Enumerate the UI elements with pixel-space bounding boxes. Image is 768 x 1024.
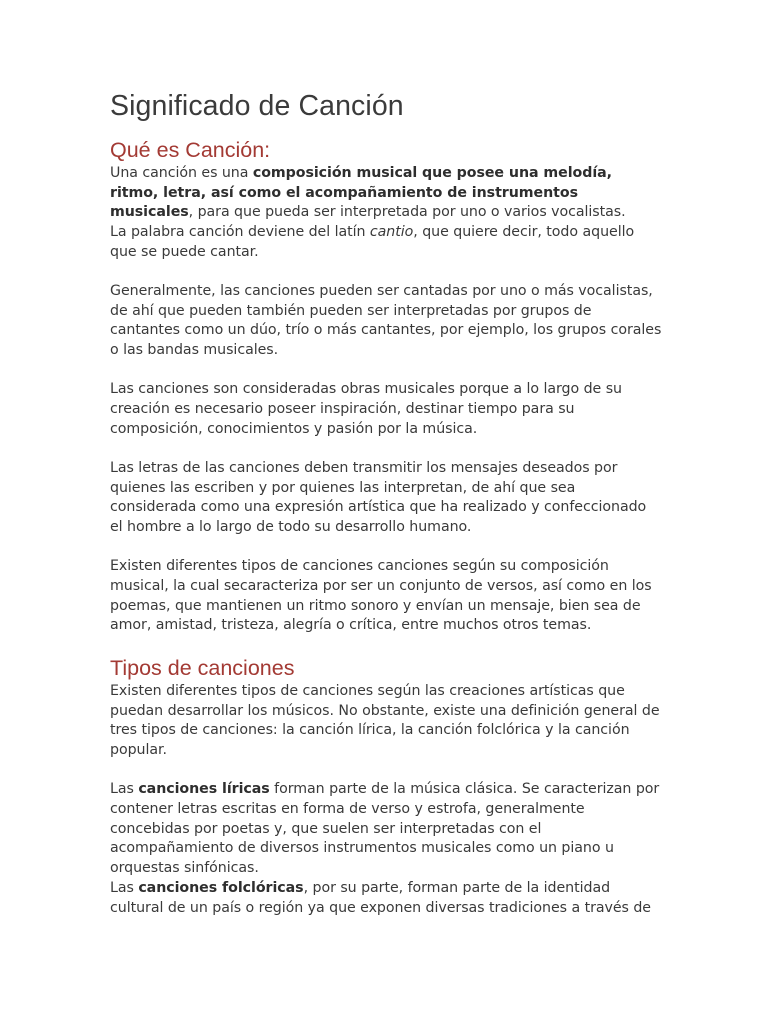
- paragraph-vocalists: Generalmente, las canciones pueden ser cantadas por uno o más vocalistas, de ahí que pueden también pueden ser interpretadas por grupos de cantantes como un dúo, trío o más cantantes, por ejemplo, los grupos corales o las bandas musicales.: [110, 283, 662, 359]
- paragraph-folk-songs: [110, 879, 662, 918]
- paragraph-musical-works: Las canciones son consideradas obras musicales porque a lo largo de su creación es necesario poseer inspiración, destinar tiempo para su composición, conocimientos y pasión por la música.: [110, 381, 622, 437]
- page-title: Significado de Canción: [110, 90, 404, 122]
- text-run: Las: [110, 879, 139, 896]
- document-page: [110, 86, 662, 918]
- section-heading-que-es-cancion: Qué es Canción:: [110, 138, 271, 162]
- text-run: , por su parte, forman parte de la identidad cultural de un país o región ya que exponen diversas tradiciones a través de: [110, 879, 651, 916]
- paragraph-lyrics: Las letras de las canciones deben transmitir los mensajes deseados por quienes las escriben y por quienes las interpretan, de ahí que sea considerada como una expresión artística que ha realizado y confeccionado el hombre a lo largo de todo su desarrollo humano.: [110, 459, 647, 536]
- paragraph-types-intro: Existen diferentes tipos de canciones según las creaciones artísticas que puedan desarrollar los músicos. No obstante, existe una definición general de tres tipos de canciones: la canción lírica, la canción folclórica y la canción popular.: [110, 683, 660, 759]
- text-run: La palabra canción deviene del latín: [110, 224, 370, 241]
- paragraph-lyric-songs: [110, 780, 662, 879]
- paragraph-types-overview: Existen diferentes tipos de canciones canciones según su composición musical, la cual secaracteriza por ser un conjunto de versos, así como en los poemas, que mantienen un ritmo sonoro y envían un mensaje, bien sea de amor, amistad, tristeza, alegría o crítica, entre muchos otros temas.: [110, 558, 652, 634]
- paragraph-spacer: [110, 361, 662, 381]
- paragraph-spacer: [110, 761, 662, 781]
- italic-text: cantio: [369, 224, 414, 241]
- paragraph-spacer: [110, 538, 662, 558]
- text-run: Las: [110, 781, 139, 798]
- text-run: , que quiere decir, todo aquello que se puede cantar.: [110, 224, 635, 260]
- section-heading-tipos-de-canciones: Tipos de canciones: [110, 656, 295, 681]
- paragraph-etymology: [110, 223, 662, 262]
- text-run: Una canción es una: [110, 165, 253, 181]
- text-run: , para que pueda ser interpretada por uno o varios vocalistas.: [188, 204, 626, 221]
- paragraph-definition: [110, 164, 662, 223]
- bold-text: canciones líricas: [138, 781, 270, 798]
- paragraph-spacer: [110, 263, 662, 283]
- text-run: forman parte de la música clásica. Se caracterizan por contener letras escritas en forma de verso y estrofa, generalmente concebidas por poetas y, que suelen ser interpretadas con el acompañamiento de diversos instrumentos musicales como un piano u orquestas sinfónicas.: [110, 781, 660, 877]
- bold-text: canciones folclóricas: [138, 879, 304, 896]
- paragraph-spacer: [110, 439, 662, 459]
- section-spacer: [110, 636, 662, 654]
- bold-text: composición musical que posee una melodía, ritmo, letra, así como el acompañamiento de instrumentos musicales: [110, 165, 613, 221]
